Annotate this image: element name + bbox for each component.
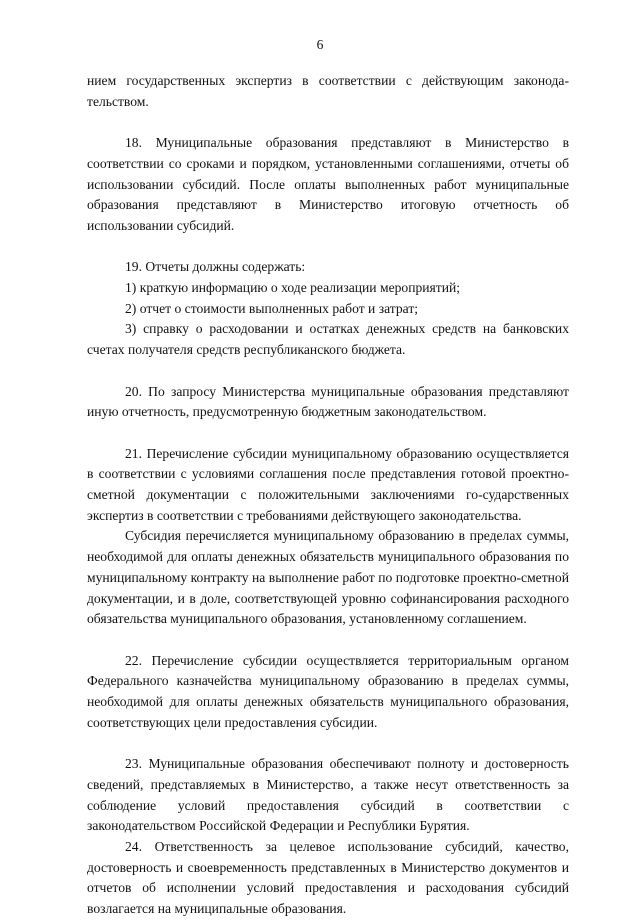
paragraph-19-item-2: 2) отчет о стоимости выполненных работ и затрат; (125, 300, 419, 316)
paragraph-21: 21. Перечисление субсидии муниципальному образованию осуществляется в соответствии с условиями соглашения после представления готовой проектно-сметной документации с положительными заключениями го-сударственных экспертиз в соответствии с требованиями действующего законодательства. (87, 445, 569, 523)
paragraph-gap (87, 361, 569, 382)
paragraph-gap (87, 423, 569, 444)
paragraph-19: 19. Отчеты должны содержать: (125, 259, 306, 275)
document-body (87, 71, 569, 920)
paragraph-21-second: Субсидия перечисляется муниципальному образованию в пределах суммы, необходимой для оплаты денежных обязательств муниципального образования по муниципальному контракту на выполнение работ по подготовке проектно-сметной документации, и в доле, соответствующей уровню софинансирования расходного обязательства муниципального образования, установленному соглашением. (87, 528, 569, 627)
paragraph-gap (87, 733, 569, 754)
paragraph-23: 23. Муниципальные образования обеспечивают полноту и достоверность сведений, представляемых в Министерство, а также несут ответственность за соблюдение условий предоставления субсидий в соответствии с законодательством Российской Федерации и Республики Бурятия. (87, 756, 569, 834)
paragraph-19-item-3: 3) справку о расходовании и остатках денежных средств на банковских счетах получателя средств республиканского бюджета. (87, 321, 569, 358)
paragraph-gap (87, 630, 569, 651)
page-number: 6 (316, 37, 324, 52)
paragraph-22: 22. Перечисление субсидии осуществляется территориальным органом Федерального казначейства муниципальному образованию в пределах суммы, необходимой для оплаты денежных обязательств муниципального образования, соответствующих цели предоставления субсидии. (87, 652, 569, 730)
paragraph-20: 20. По запросу Министерства муниципальные образования представляют иную отчетность, предусмотренную бюджетным законодательством. (87, 383, 569, 420)
paragraph-gap (87, 237, 569, 258)
paragraph-17-continuation: нием государственных экспертиз в соответствии с действующим законодательством. (87, 73, 569, 109)
paragraph-18: 18. Муниципальные образования представляют в Министерство в соответствии со сроками и порядком, установленными соглашениями, отчеты об использовании субсидий. После оплаты выполненных работ муниципальные образования представляют в Министерство итоговую отчетность об использовании субсидий. (87, 135, 569, 233)
paragraph-gap (87, 112, 569, 133)
paragraph-24: 24. Ответственность за целевое использование субсидий, качество, достоверность и своевременность представленных в Министерство документов и отчетов об исполнении условий предоставления и расходования субсидий возлагается на муниципальные образования. (87, 838, 569, 917)
paragraph-19-item-1: 1) краткую информацию о ходе реализации мероприятий; (125, 280, 461, 295)
